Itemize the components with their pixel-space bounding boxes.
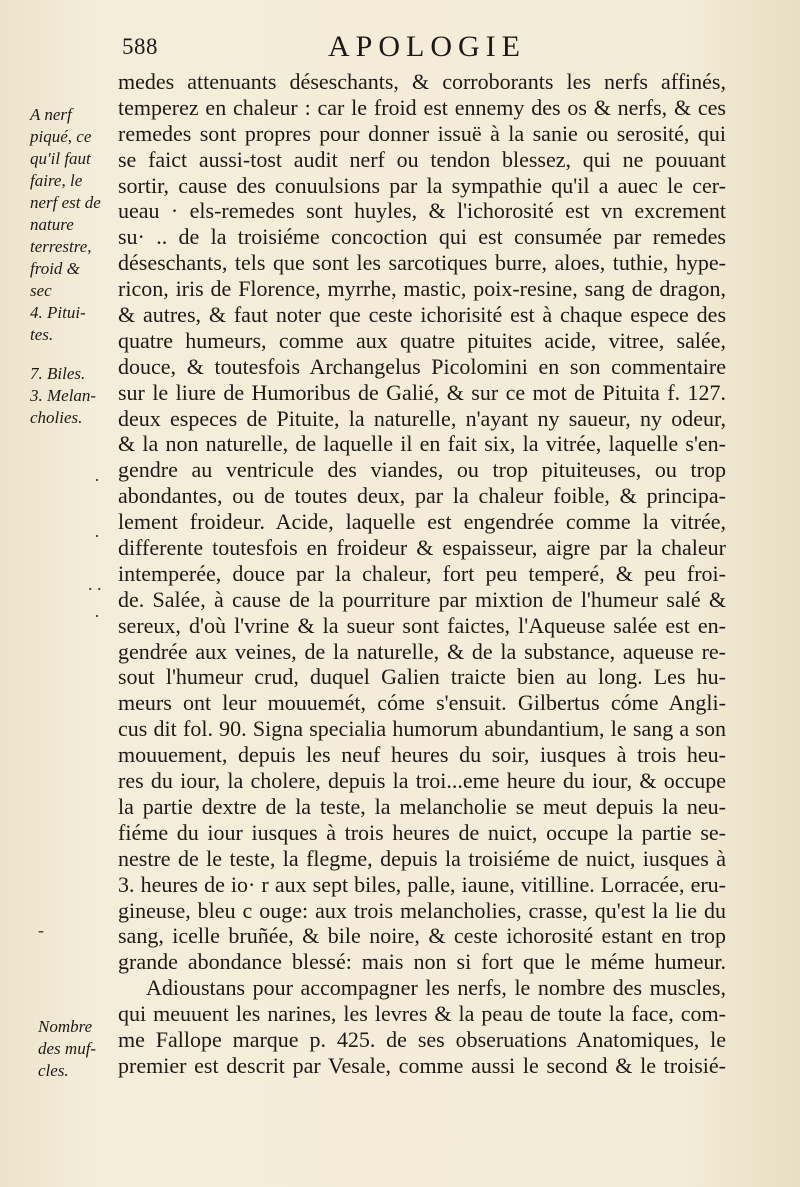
text-line: lement froideur. Acide, laquelle est engendrée comme la vitrée, (118, 509, 726, 535)
text-line: premier est descrit par Vesale, comme aussi le second & le troisié- (118, 1052, 726, 1078)
text-line: sout l'humeur crud, duquel Galien traicte bien au long. Les hu- (118, 664, 726, 690)
text-line: remedes sont propres pour donner issuë à la sanie ou serosité, qui (118, 120, 726, 146)
text-line: res du iour, la cholere, depuis la troi...eme heure du iour, & occupe (118, 768, 726, 794)
page-header (118, 30, 718, 64)
text-line: medes attenuants déseschants, & corroborants les nerfs affinés, (118, 69, 726, 94)
text-line: de. Salée, à cause de la pourriture par mixtion de l'humeur salé & (118, 586, 726, 612)
text-line: temperez en chaleur : car le froid est ennemy des os & nerfs, & ces (118, 94, 726, 120)
text-line: Adioustans pour accompagner les nerfs, le nombre des muscles, (146, 975, 726, 1001)
text-line: sortir, cause des conuulsions par la sympathie qu'il a auec le cer- (118, 172, 726, 198)
text-line: meurs ont leur mouuemét, cóme s'ensuit. Gilbertus cóme Angli- (118, 690, 726, 716)
margin-note-muscles: Nombre des muf- cles. (38, 1017, 97, 1080)
text-line: qui meuuent les narines, les levres & la peau de toute la face, com- (118, 1001, 726, 1027)
text-line: sur le liure de Humoribus de Galié, & sur ce mot de Pituita f. 127. (118, 379, 726, 405)
text-line: su· .. de la troisiéme concoction qui est consumée par remedes (118, 224, 726, 250)
margin-dash: - (38, 920, 44, 940)
margin-notes (0, 0, 112, 1187)
text-line: & la non naturelle, de laquelle il en fait six, la vitrée, laquelle s'en- (118, 431, 726, 457)
text-line: nestre de le teste, la flegme, depuis la troisiéme de nuict, iusques à (118, 845, 726, 871)
text-line: differente toutesfois en froideur & espaisseur, aigre par la chaleur (118, 535, 726, 561)
text-line: & autres, & faut noter que ceste ichorisité est à chaque espece des (118, 302, 726, 328)
body-text (118, 69, 726, 1079)
text-line: deux especes de Pituite, la naturelle, n'ayant ny saueur, ny odeur, (118, 405, 726, 431)
text-line: douce, & toutesfois Archangelus Picolomini en son commentaire (118, 353, 726, 379)
margin-dot: · (94, 470, 100, 490)
margin-dot: · (94, 606, 100, 626)
running-head: APOLOGIE (328, 30, 526, 63)
margin-dots: . . (88, 574, 102, 594)
margin-note-biles: 7. Biles. 3. Melan- cholies. (30, 364, 97, 427)
text-line: abondantes, ou de toutes deux, par la chaleur foible, & principa- (118, 483, 726, 509)
text-line: ricon, iris de Florence, myrrhe, mastic, poix-resine, sang de dragon, (118, 276, 726, 302)
text-line: 3. heures de io· r aux sept biles, palle, iaune, vitilline. Lorracée, eru- (118, 871, 726, 897)
text-line: grande abondance blessé: mais non si fort que le méme humeur. (118, 949, 726, 975)
text-line: fiéme du iour iusques à trois heures de nuict, occupe la partie se- (118, 819, 726, 845)
text-line: gendrée aux veines, de la naturelle, & de la substance, aqueuse re- (118, 638, 726, 664)
text-line: me Fallope marque p. 425. de ses obseruations Anatomiques, le (118, 1026, 726, 1052)
text-line: gineuse, bleu c ouge: aux trois melancholies, crasse, qu'est la lie du (118, 897, 726, 923)
text-line: déseschants, tels que sont les sarcotiques burre, aloes, tuthie, hype- (118, 250, 726, 276)
text-line: cus dit fol. 90. Signa specialia humorum abundantium, le sang a son (118, 716, 726, 742)
margin-dot: · (94, 526, 100, 546)
text-line: la partie dextre de la teste, la melancholie se meut depuis la neu- (118, 793, 726, 819)
text-line: se faict aussi-tost audit nerf ou tendon blessez, qui ne pouuant (118, 146, 726, 172)
text-line: gendre au ventricule des viandes, ou trop pituiteuses, ou trop (118, 457, 726, 483)
text-line: ueau · els-remedes sont huyles, & l'ichorosité est vn excrement (118, 198, 726, 224)
text-line: intemperée, douce par la chaleur, fort peu temperé, & peu froi- (118, 560, 726, 586)
text-line: sereux, d'où l'vrine & la sueur sont faictes, l'Aqueuse salée est en- (118, 612, 726, 638)
margin-note-nerf: A nerf piqué, ce qu'il faut faire, le nerf est de nature terrestre, froid & sec 4. Pitui- tes. (30, 105, 101, 344)
text-line: quatre humeurs, comme aux quatre pituites acide, vitree, salée, (118, 327, 726, 353)
text-line: mouuement, depuis les neuf heures du soir, iusques à trois heu- (118, 742, 726, 768)
page-number: 588 (122, 34, 158, 59)
text-line: sang, icelle bruñée, & bile noire, & ceste ichorosité estant en trop (118, 923, 726, 949)
